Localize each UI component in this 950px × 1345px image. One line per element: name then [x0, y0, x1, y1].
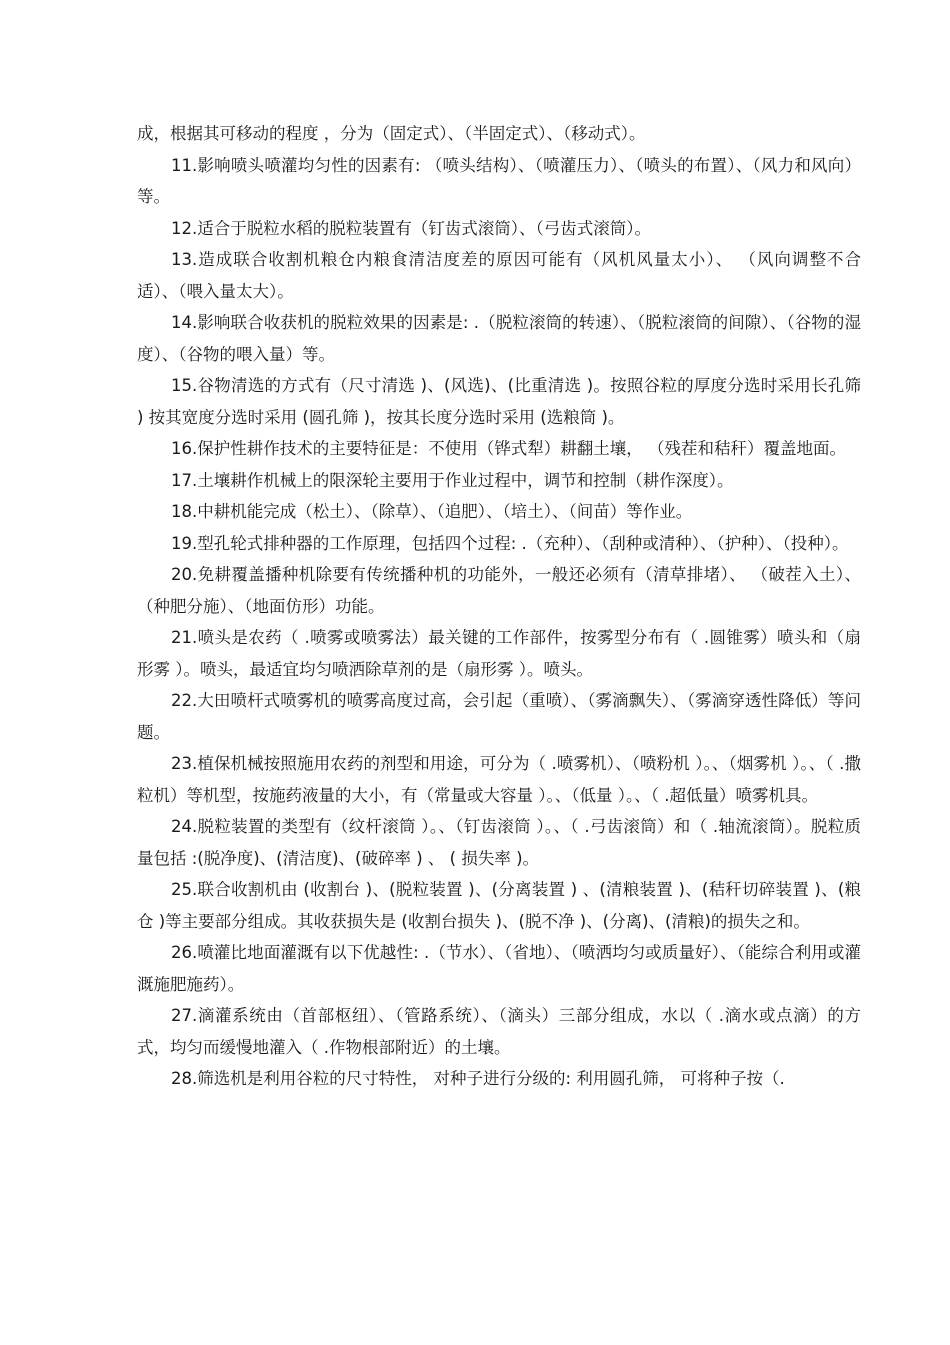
paragraph-item-22: 22.大田喷杆式喷雾机的喷雾高度过高，会引起（重喷）、（雾滴飘失）、（雾滴穿透性降低）等问题。 — [137, 691, 861, 742]
paragraph-item-26: 26.喷灌比地面灌溉有以下优越性: .（节水）、（省地）、（喷洒均匀或质量好）、（能综合利用或灌溉施肥施药）。 — [137, 943, 861, 994]
paragraph-item-14: 14.影响联合收获机的脱粒效果的因素是: .（脱粒滚筒的转速）、（脱粒滚筒的间隙）、（谷物的湿度）、（谷物的喂入量）等。 — [137, 313, 861, 364]
paragraph-item-27: 27.滴灌系统由（首部枢纽）、（管路系统）、（滴头）三部分组成，水以（ .滴水或点滴）的方式，均匀而缓慢地灌入（ .作物根部附近）的土壤。 — [137, 1006, 861, 1057]
paragraph-item-15: 15.谷物清选的方式有（尺寸清选 )、(风选)、(比重清选 )。按照谷粒的厚度分选时采用长孔筛 ) 按其宽度分选时采用 (圆孔筛 )，按其长度分选时采用 (选粮筒 )。 — [137, 376, 861, 427]
document-body — [137, 118, 861, 1095]
paragraph-item-23: 23.植保机械按照施用农药的剂型和用途，可分为（ .喷雾机）、（喷粉机 ）。、（烟雾机 ）。、（ .撒粒机）等机型，按施药液量的大小，有（常量或大容量 ）。、（低量 ）。、（ .超低量）喷雾机具。 — [137, 754, 861, 805]
paragraph-item-19: 19.型孔轮式排种器的工作原理，包括四个过程: .（充种）、（刮种或清种）、（护种）、（投种）。 — [171, 533, 849, 553]
paragraph-item-11: 11.影响喷头喷灌均匀性的因素有: （喷头结构）、（喷灌压力）、（喷头的布置）、（风力和风向）等。 — [137, 155, 861, 206]
paragraph-item-24: 24.脱粒装置的类型有（纹杆滚筒 ）。、（钉齿滚筒 ）。、（ .弓齿滚筒）和（ .轴流滚筒）。脱粒质量包括 :(脱净度)、(清洁度)、(破碎率 ) 、 ( 损失率 )。 — [137, 817, 861, 868]
paragraph-item-17: 17.土壤耕作机械上的限深轮主要用于作业过程中，调节和控制（耕作深度）。 — [171, 470, 734, 490]
paragraph-item-18: 18.中耕机能完成（松土）、（除草）、（追肥）、（培土）、（间苗）等作业。 — [171, 502, 693, 521]
paragraph-item-28: 28.筛选机是利用谷粒的尺寸特性， 对种子进行分级的: 利用圆孔筛， 可将种子按（. — [171, 1069, 785, 1088]
paragraph-item-20: 20.免耕覆盖播种机除要有传统播种机的功能外，一般还必须有（清草排堵）、 （破茬入土）、（种肥分施）、（地面仿形）功能。 — [137, 565, 861, 616]
paragraph-item-12: 12.适合于脱粒水稻的脱粒装置有（钉齿式滚筒）、（弓齿式滚筒）。 — [171, 218, 651, 238]
paragraph-item-13: 13.造成联合收割机粮仓内粮食清洁度差的原因可能有（风机风量太小）、 （风向调整不合适）、（喂入量太大）。 — [137, 250, 861, 301]
paragraph-item-16: 16.保护性耕作技术的主要特征是：不使用（铧式犁）耕翻土壤， （残茬和秸秆）覆盖地面。 — [171, 439, 846, 458]
paragraph-item-25: 25.联合收割机由 (收割台 )、(脱粒装置 )、(分离装置 ) 、(清粮装置 )、(秸秆切碎装置 )、(粮仓 )等主要部分组成。其收获损失是 (收割台损失 )、(脱不净 )、(分离)、(清粮)的损失之和。 — [137, 880, 861, 931]
paragraph-item-21: 21.喷头是农药（ .喷雾或喷雾法）最关键的工作部件，按雾型分布有（ .圆锥雾）喷头和（扇形雾 ）。喷头，最适宜均匀喷洒除草剂的是（扇形雾 ）。喷头。 — [137, 628, 861, 679]
paragraph-continuation: 成，根据其可移动的程度 ，分为（固定式）、（半固定式）、（移动式）。 — [137, 124, 646, 143]
